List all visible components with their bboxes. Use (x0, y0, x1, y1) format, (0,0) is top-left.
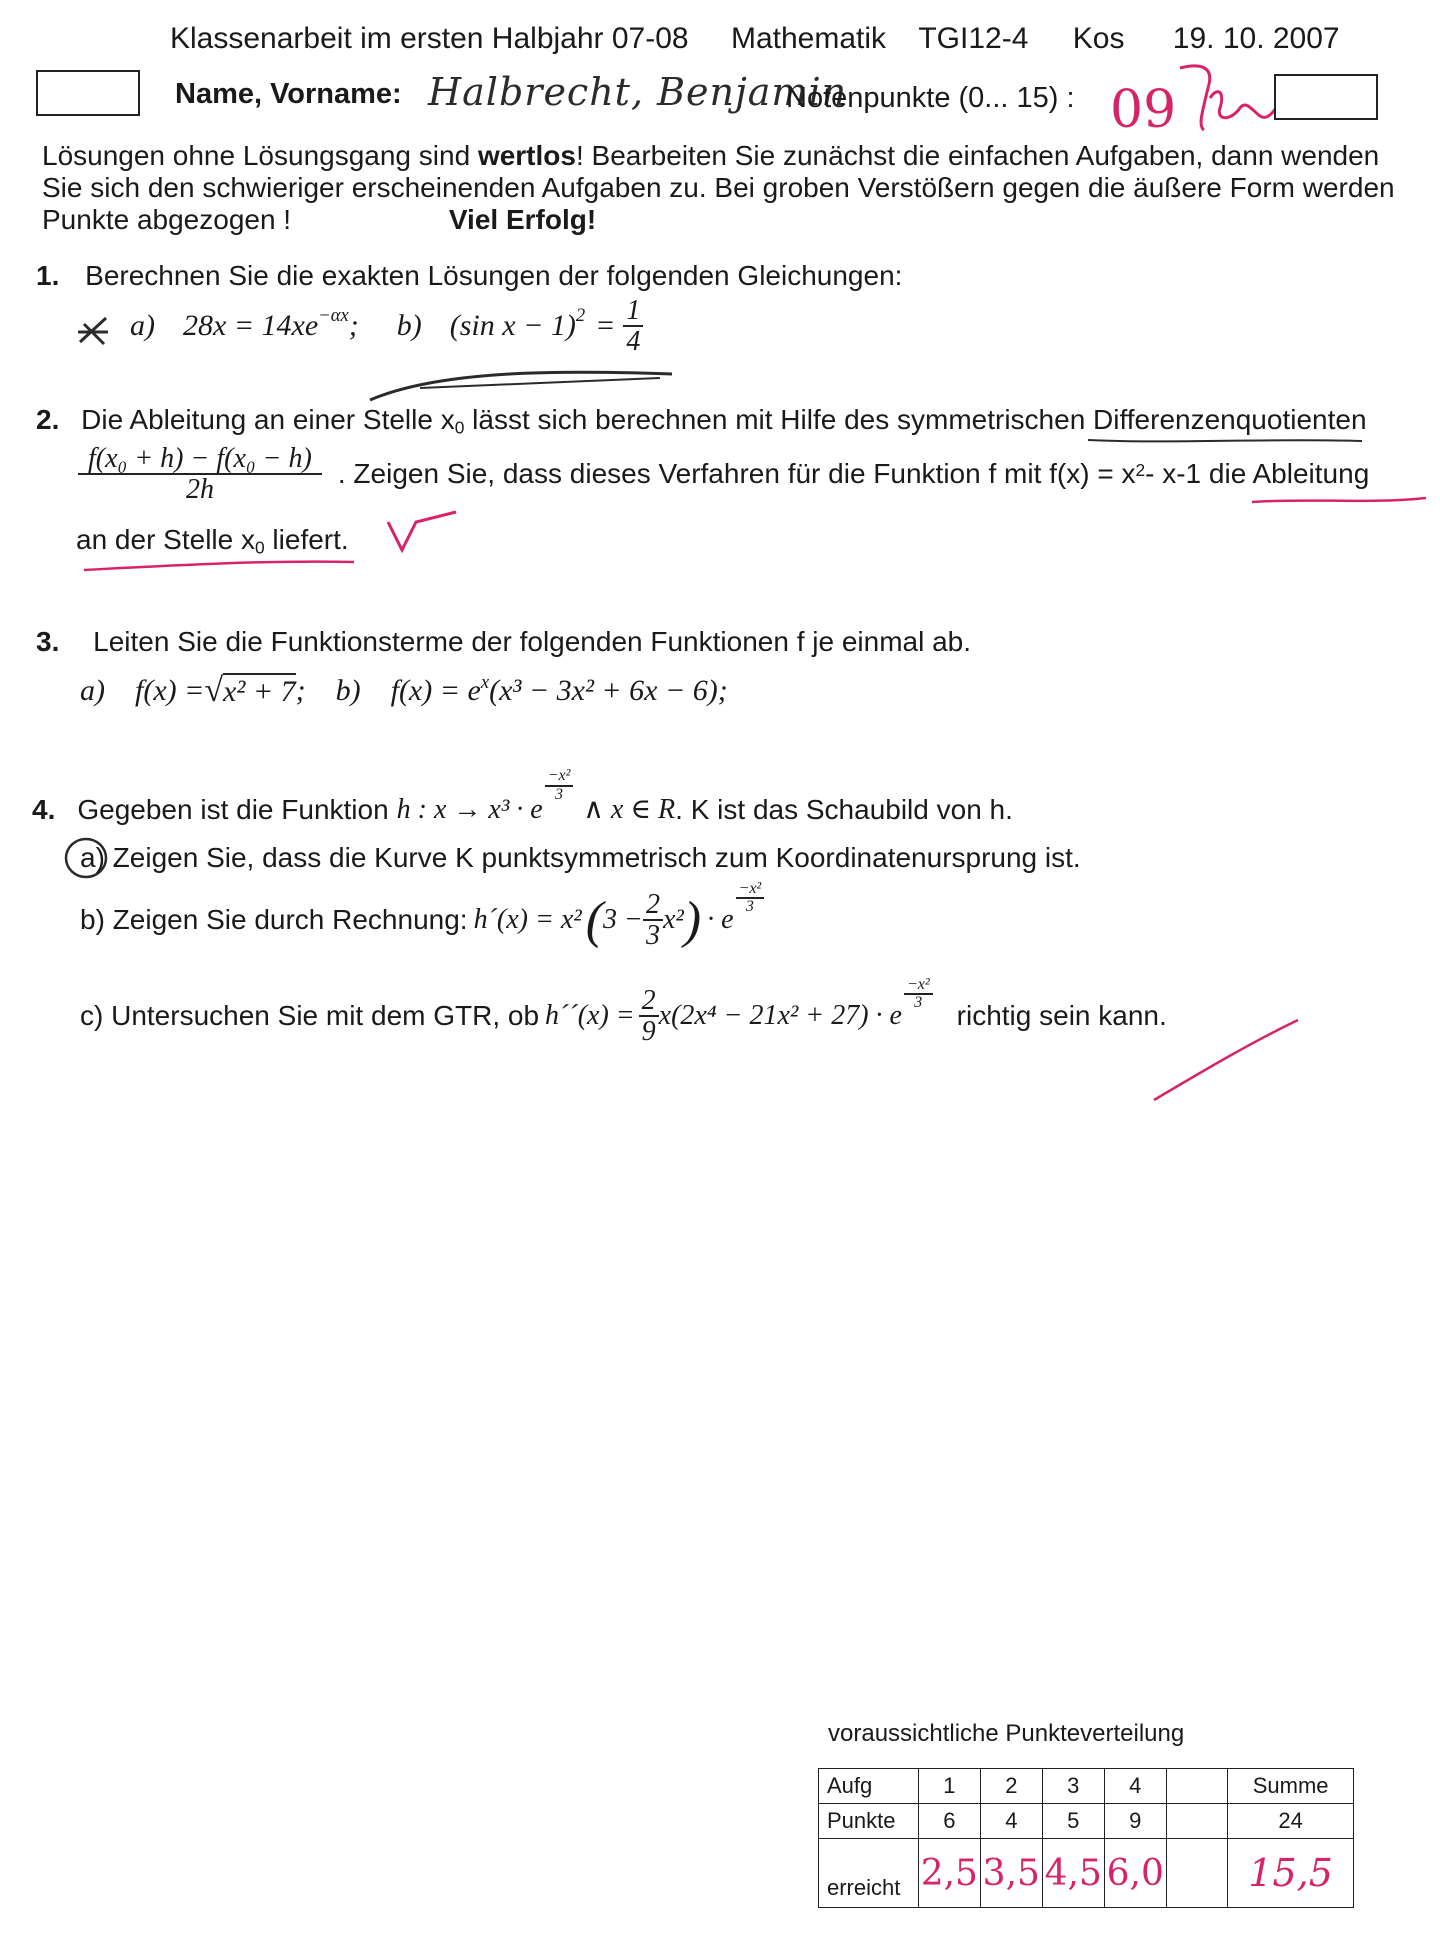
task4b-exponent-fraction (736, 881, 765, 917)
exam-title: Klassenarbeit im ersten Halbjahr 07-08 (170, 22, 689, 55)
points-table (818, 1768, 1354, 1908)
col-task-3: 3 (1042, 1769, 1104, 1804)
task4c-frac-denominator: 9 (641, 1016, 656, 1048)
table-row-erreicht (819, 1839, 1354, 1908)
intro-line1: Lösungen ohne Lösungsgang sind (42, 140, 478, 171)
task4c-text-end: richtig sein kann. (956, 1000, 1167, 1032)
points-task-1: 6 (918, 1804, 980, 1839)
points-empty (1166, 1804, 1228, 1839)
achieved-task-3: 4,5 (1042, 1839, 1104, 1908)
task4c-text: c) Untersuchen Sie mit dem GTR, ob (80, 1000, 540, 1032)
task1a-exponent: −αx (318, 305, 349, 327)
task1a-lhs: 28x = 14xe (183, 309, 319, 343)
row-label-aufg: Aufg (819, 1769, 919, 1804)
task3a-lhs: f(x) = (135, 674, 205, 707)
right-score-box (1274, 74, 1378, 120)
task4b-lhs: h´(x) = x² (473, 904, 582, 936)
task4-heading (32, 767, 1013, 826)
task1-underline-stroke (360, 360, 680, 410)
exam-teacher: Kos (1072, 22, 1125, 55)
handwritten-grade: 09 (1110, 80, 1177, 140)
task4c-pink-stroke (1148, 1014, 1308, 1106)
task2-frac-numerator: f(x₀ + h) − f(x₀ − h) (78, 444, 322, 475)
points-sum: 24 (1228, 1804, 1354, 1839)
name-label: Name, Vorname: (175, 78, 402, 110)
exam-class: TGI12-4 (918, 22, 1029, 55)
task4-intro: Gegeben ist die Funktion (77, 793, 389, 825)
task2-text-rest: lässt sich berechnen mit Hilfe des symmetrischen Differenzenquotienten (464, 404, 1367, 435)
task4-number: 4. (32, 793, 56, 825)
task4b-exp-base: · e (707, 904, 734, 936)
task3b-rhs: (x³ − 3x² + 6x − 6); (489, 674, 728, 707)
intro-line3: Punkte abgezogen ! (42, 204, 292, 235)
task4-function-def: h : x → x³ · e (396, 793, 543, 825)
task2-pink-underline-2 (1250, 490, 1430, 510)
task2-pink-underline-3 (80, 552, 360, 578)
task1a-separator: ; (348, 309, 359, 343)
row-label-punkte: Punkte (819, 1804, 919, 1839)
task4c-exponent-fraction (904, 977, 933, 1013)
points-task-3: 5 (1042, 1804, 1104, 1839)
good-luck: Viel Erfolg! (448, 204, 597, 235)
sqrt-icon: √ (204, 672, 224, 709)
task1b-equals: = (595, 309, 616, 343)
task4-exp-numerator: −x² (545, 768, 574, 787)
task2-number: 2. (36, 404, 60, 435)
task4b-exp-numerator: −x² (736, 881, 765, 900)
task4c-frac-numerator: 2 (639, 986, 659, 1017)
task1-heading (36, 260, 902, 292)
task2-text3-rest: liefert. (264, 524, 349, 555)
achieved-empty (1166, 1839, 1228, 1908)
table-row-punkte (819, 1804, 1354, 1839)
task4c-rhs: x(2x⁴ − 21x² + 27) · e (658, 1000, 902, 1032)
task3a-radicand: x² + 7 (223, 675, 296, 708)
task4b-paren-end: x² (662, 904, 684, 936)
task4c-fraction (639, 986, 659, 1047)
task1-text: Berechnen Sie die exakten Lösungen der folgenden Gleichungen: (85, 260, 903, 291)
col-task-4: 4 (1104, 1769, 1166, 1804)
achieved-task-1: 2,5 (918, 1839, 980, 1908)
exam-date: 19. 10. 2007 (1172, 22, 1340, 55)
task2-fraction (78, 444, 322, 505)
instructions (42, 140, 1432, 236)
task4-exponent-fraction (545, 768, 574, 804)
exam-subject: Mathematik (730, 22, 887, 55)
task1b-denominator: 4 (626, 326, 641, 358)
task4c-exp-denominator: 3 (914, 994, 923, 1012)
achieved-sum: 15,5 (1228, 1839, 1354, 1908)
col-empty (1166, 1769, 1228, 1804)
task4-intro-rest: . K ist das Schaubild von h. (675, 793, 1013, 825)
task2-pink-checkmark (384, 506, 464, 556)
task4b-row (80, 879, 764, 952)
exam-header (170, 22, 1340, 56)
task3b-lhs: f(x) = e (390, 674, 481, 707)
task3-functions (80, 672, 728, 710)
teacher-initials-signature (1170, 58, 1280, 138)
task4b-frac-numerator: 2 (643, 890, 663, 921)
task2-text: Die Ableitung an einer Stelle x (81, 404, 455, 435)
task2-text3: an der Stelle x (76, 524, 255, 555)
right-paren-icon: ) (683, 891, 702, 949)
col-task-1: 1 (918, 1769, 980, 1804)
task4a-text: a) Zeigen Sie, dass die Kurve K punktsymmetrisch zum Koordinatenursprung ist. (80, 842, 1081, 873)
task4c-exp-numerator: −x² (904, 977, 933, 996)
task1b-lhs: (sin x − 1) (449, 309, 576, 343)
handwritten-name: Halbrecht, Benjamin (428, 70, 848, 114)
task2-square: 2 (1135, 459, 1146, 480)
task2-text2: . Zeigen Sie, dass dieses Verfahren für die Funktion f mit f(x) = x (337, 458, 1136, 490)
task1-number: 1. (36, 260, 60, 291)
task1-equations (130, 296, 643, 357)
table-row-aufg (819, 1769, 1354, 1804)
task3-number: 3. (36, 626, 60, 657)
intro-line2: Sie sich den schwieriger erscheinenden Aufgaben zu. Bei groben Verstößern gegen die äußere Form werden (42, 172, 1395, 203)
task2-subscript: 0 (454, 417, 465, 438)
row-label-erreicht: erreicht (819, 1839, 919, 1908)
task1b-fraction (623, 296, 643, 357)
task3b-label: b) (335, 674, 361, 707)
distribution-title: voraussichtliche Punkteverteilung (828, 1720, 1185, 1747)
task3-text: Leiten Sie die Funktionsterme der folgenden Funktionen f je einmal ab. (93, 626, 972, 657)
task3-heading (36, 626, 971, 658)
task4b-frac-denominator: 3 (645, 920, 660, 952)
col-sum: Summe (1228, 1769, 1354, 1804)
task4c-lhs: h´´(x) = (545, 1000, 635, 1032)
task4b-exp-denominator: 3 (745, 898, 754, 916)
task1b-label: b) (396, 309, 422, 343)
task3a-separator: ; (295, 674, 306, 707)
points-label: Notenpunkte (0... 15) : (786, 82, 1075, 114)
task2-frac-denominator: 2h (185, 474, 214, 506)
intro-line1-rest: ! Bearbeiten Sie zunächst die einfachen Aufgaben, dann wenden (575, 140, 1380, 171)
task4-exp-denominator: 3 (555, 785, 564, 803)
task4b-text: b) Zeigen Sie durch Rechnung: (80, 904, 468, 936)
task1-strike-mark (76, 312, 112, 352)
task2-text2-rest: - x-1 die Ableitung (1145, 458, 1370, 490)
task3b-exponent: x (480, 672, 490, 693)
left-paren-icon: ( (585, 891, 604, 949)
task4b-paren-text: 3 − (603, 904, 643, 936)
points-task-2: 4 (980, 1804, 1042, 1839)
achieved-task-4: 6,0 (1104, 1839, 1166, 1908)
intro-bold-word: wertlos (477, 140, 576, 171)
task4-domain: ∧ x ∈ R (583, 793, 676, 825)
task3a-label: a) (80, 674, 105, 707)
task2-subscript-2: 0 (255, 537, 265, 558)
achieved-task-2: 3,5 (980, 1839, 1042, 1908)
task1a-label: a) (130, 309, 155, 343)
points-task-4: 9 (1104, 1804, 1166, 1839)
task1b-exponent: 2 (575, 305, 586, 327)
task4b-fraction (643, 890, 663, 951)
task1b-numerator: 1 (623, 296, 643, 327)
left-score-box (36, 70, 140, 116)
col-task-2: 2 (980, 1769, 1042, 1804)
task2-math-row (78, 444, 1369, 505)
task4c-row (80, 975, 1167, 1048)
